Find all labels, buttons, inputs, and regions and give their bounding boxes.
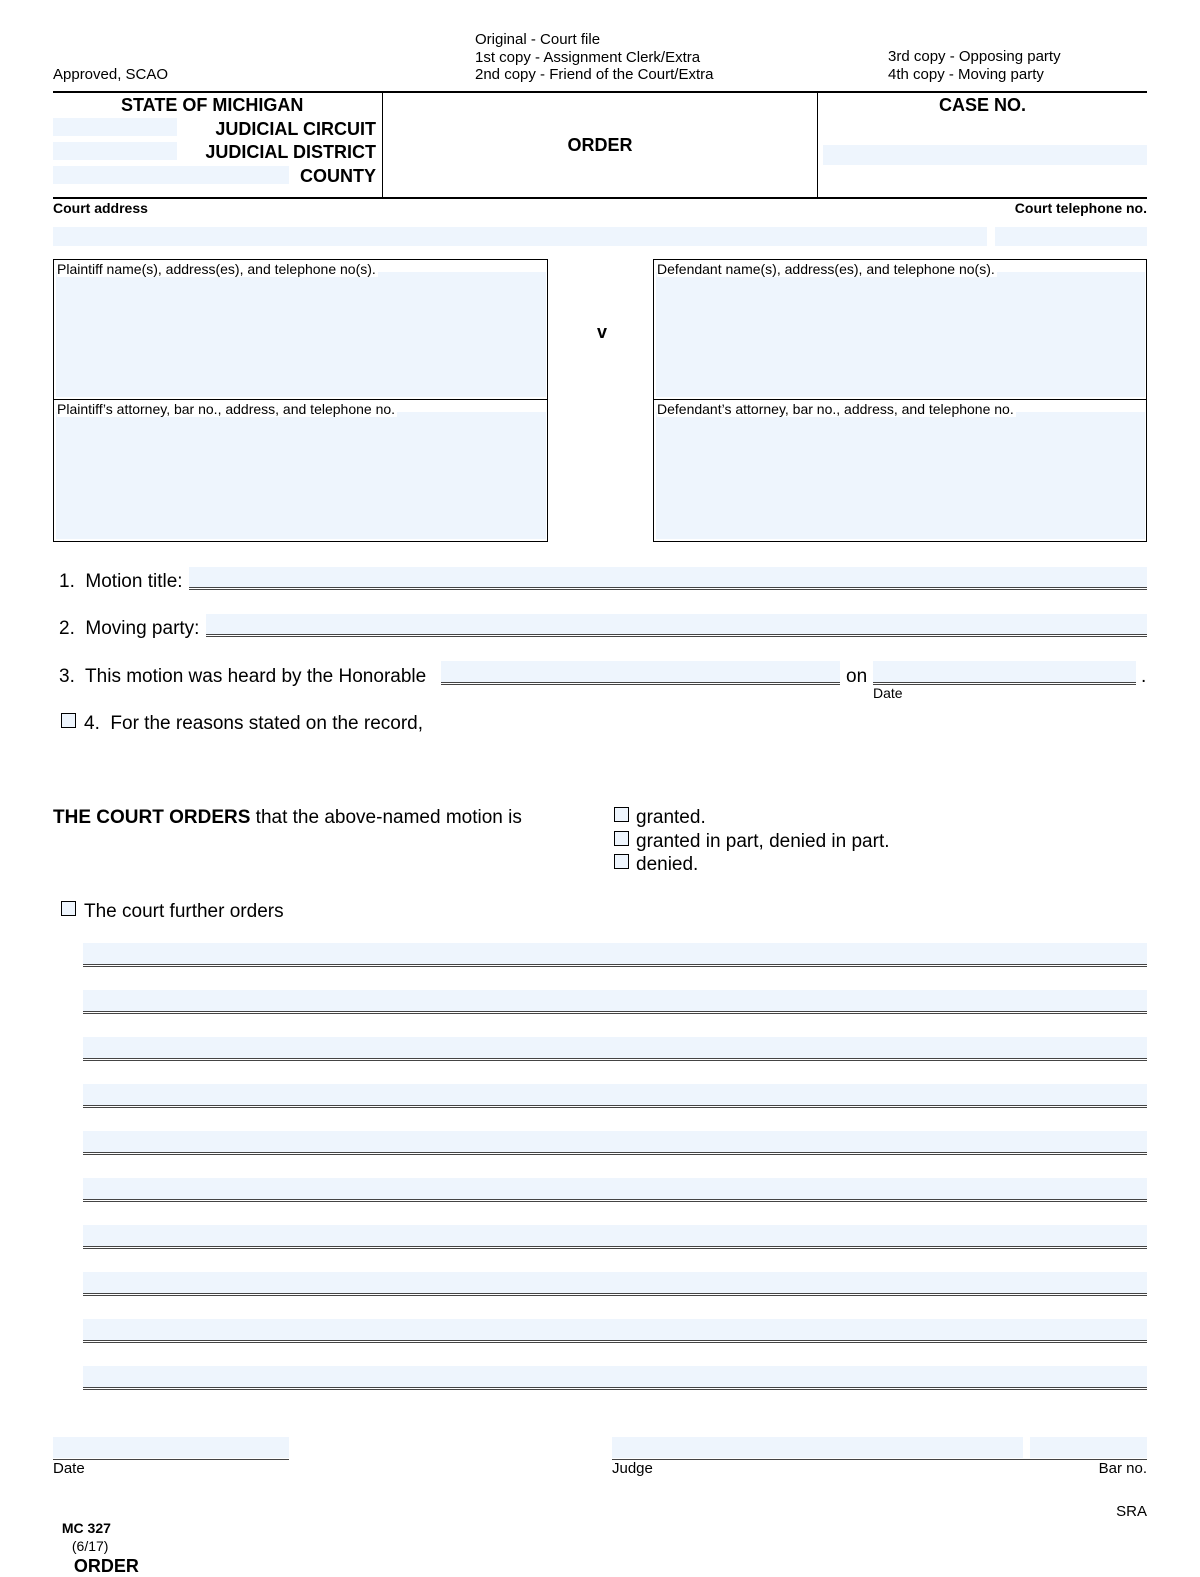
copies-center [475, 31, 713, 84]
form-revision: (6/17) [71, 1538, 109, 1554]
further-orders-rule [83, 1387, 1147, 1390]
copy-second: 2nd copy - Friend of the Court/Extra [475, 66, 714, 83]
hearing-date-label: Date [873, 685, 903, 701]
copy-original: Original - Court file [475, 31, 601, 48]
defendant-attorney-label: Defendant’s attorney, bar no., address, and telephone no. [657, 401, 1014, 417]
county-field[interactable] [53, 166, 289, 184]
judge-signature-field[interactable] [612, 1437, 1023, 1458]
court-orders-statement [53, 807, 522, 829]
motion-title-field[interactable] [189, 567, 1147, 587]
page-title: ORDER [567, 135, 633, 155]
granted-checkbox[interactable] [614, 807, 629, 822]
further-orders-rule [83, 1199, 1147, 1202]
case-no-field[interactable] [823, 145, 1147, 165]
heard-by-label: 3. This motion was heard by the Honorable [59, 666, 427, 687]
denied-label: denied. [636, 854, 699, 875]
district-field[interactable] [53, 142, 177, 160]
caption-top-rule [53, 91, 1147, 93]
copies-right [888, 48, 1061, 84]
further-orders-field[interactable] [83, 1272, 1147, 1293]
plaintiff-label: Plaintiff name(s), address(es), and telephone no(s). [57, 261, 376, 277]
state-label: STATE OF MICHIGAN [121, 95, 304, 115]
district-label: JUDICIAL DISTRICT [205, 142, 376, 162]
plaintiff-attorney-field[interactable] [56, 412, 546, 539]
reasons-checkbox[interactable] [61, 713, 76, 728]
further-orders-field[interactable] [83, 1084, 1147, 1105]
granted-in-part-label: granted in part, denied in part. [636, 831, 890, 852]
sra-label: SRA [1116, 1503, 1147, 1520]
further-orders-field[interactable] [83, 1319, 1147, 1340]
court-orders-bold: THE COURT ORDERS [53, 807, 251, 828]
county-label: COUNTY [300, 166, 376, 186]
defendant-label: Defendant name(s), address(es), and telephone no(s). [657, 261, 995, 277]
further-orders-field[interactable] [83, 1178, 1147, 1199]
further-orders-label: The court further orders [84, 901, 284, 922]
signature-date-rule [53, 1459, 289, 1460]
copy-first: 1st copy - Assignment Clerk/Extra [475, 48, 701, 66]
caption-bottom-rule [53, 197, 1147, 199]
hearing-date-field[interactable] [873, 661, 1136, 682]
moving-party-field[interactable] [206, 614, 1147, 634]
form-number: MC 327 [61, 1520, 111, 1536]
court-address-field[interactable] [53, 227, 987, 246]
further-orders-rule [83, 964, 1147, 967]
further-orders-rule [83, 1293, 1147, 1296]
period-mark: . [1141, 666, 1147, 687]
reasons-label: 4. For the reasons stated on the record, [84, 713, 424, 734]
signature-date-label: Date [53, 1460, 85, 1477]
granted-label: granted. [636, 807, 706, 828]
plaintiff-divider [53, 399, 548, 400]
court-address-label: Court address [53, 200, 148, 216]
further-orders-rule [83, 1105, 1147, 1108]
judge-name-rule [441, 682, 840, 685]
further-orders-field[interactable] [83, 1131, 1147, 1152]
plaintiff-field[interactable] [56, 272, 546, 397]
judge-name-field[interactable] [441, 661, 840, 682]
defendant-divider [653, 399, 1147, 400]
approved-text: Approved, SCAO [53, 66, 169, 83]
court-orders-rest: that the above-named motion is [250, 807, 522, 828]
further-orders-field[interactable] [83, 1366, 1147, 1387]
circuit-field[interactable] [53, 118, 177, 136]
court-telephone-label: Court telephone no. [1014, 200, 1147, 216]
granted-in-part-checkbox[interactable] [614, 831, 629, 846]
further-orders-rule [83, 1340, 1147, 1343]
further-orders-rule [83, 1058, 1147, 1061]
moving-party-label: 2. Moving party: [59, 618, 200, 639]
hearing-date-rule [873, 682, 1136, 685]
bar-no-field[interactable] [1030, 1437, 1147, 1458]
motion-title-rule [189, 587, 1147, 590]
moving-party-rule [206, 634, 1147, 637]
further-orders-field[interactable] [83, 990, 1147, 1011]
case-no-label: CASE NO. [938, 95, 1026, 115]
copy-third: 3rd copy - Opposing party [888, 48, 1061, 65]
further-orders-rule [83, 1011, 1147, 1014]
further-orders-field[interactable] [83, 943, 1147, 964]
further-orders-rule [83, 1152, 1147, 1155]
form-title: ORDER [73, 1556, 139, 1576]
further-orders-field[interactable] [83, 1037, 1147, 1058]
circuit-label: JUDICIAL CIRCUIT [215, 119, 376, 139]
judge-signature-rule [612, 1459, 1147, 1460]
defendant-field[interactable] [656, 272, 1145, 397]
further-orders-field[interactable] [83, 1225, 1147, 1246]
further-orders-checkbox[interactable] [61, 901, 76, 916]
denied-checkbox[interactable] [614, 854, 629, 869]
form-footer [53, 1502, 139, 1577]
signature-date-field[interactable] [53, 1437, 289, 1458]
copy-fourth: 4th copy - Moving party [888, 66, 1044, 83]
versus-label: v [597, 322, 608, 342]
plaintiff-attorney-label: Plaintiff’s attorney, bar no., address, and telephone no. [57, 401, 396, 417]
motion-title-label: 1. Motion title: [59, 571, 183, 592]
further-orders-rule [83, 1246, 1147, 1249]
bar-no-label: Bar no. [1098, 1460, 1147, 1477]
court-telephone-field[interactable] [995, 227, 1147, 246]
judge-label: Judge [612, 1460, 653, 1477]
on-label: on [846, 666, 868, 687]
defendant-attorney-field[interactable] [656, 412, 1145, 539]
